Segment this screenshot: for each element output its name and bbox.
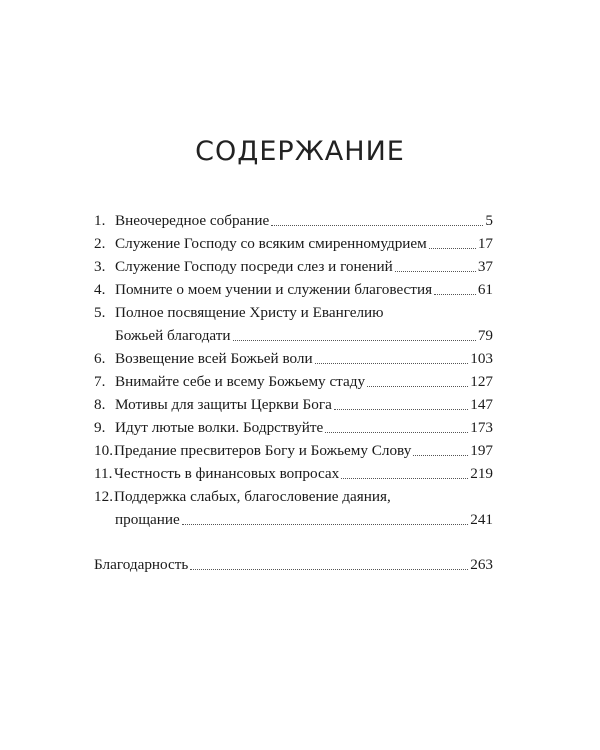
toc-entry-title: Возвещение всей Божьей воли [115, 350, 313, 367]
toc-entry-page: 197 [470, 442, 493, 459]
toc-entry-title: Благодарность [94, 556, 189, 573]
toc-entry-1 [94, 209, 493, 232]
toc-dot-leader [434, 294, 476, 295]
toc-entry-12 [94, 508, 493, 531]
toc-entry-number: 12. [94, 488, 113, 505]
toc-dot-leader [367, 386, 468, 387]
toc-dot-leader [315, 363, 469, 364]
toc-entry-page: 61 [477, 281, 493, 298]
toc-dot-leader [395, 271, 476, 272]
toc-dot-leader [429, 248, 476, 249]
toc-entry-page: 263 [470, 556, 493, 573]
toc-entry-number: 7. [94, 373, 106, 390]
toc-entry-title: Внеочередное собрание [115, 212, 270, 229]
toc-dot-leader [325, 432, 468, 433]
toc-entry-title-line1: Полное посвящение Христу и Евангелию [115, 304, 384, 321]
toc-entry-title-line1: Поддержка слабых, благословение даяния, [114, 488, 391, 505]
toc-entry-page: 37 [477, 258, 493, 275]
toc-entry-12-line1 [94, 485, 493, 508]
toc-entry-title: Честность в финансовых вопросах [114, 465, 340, 482]
toc-entry-page: 147 [470, 396, 493, 413]
toc-entry-page: 5 [485, 212, 493, 229]
toc-entry-number: 6. [94, 350, 106, 367]
toc-entry-4 [94, 278, 493, 301]
toc-entry-page: 127 [470, 373, 493, 390]
toc-entry-title: Идут лютые волки. Бодрствуйте [115, 419, 324, 436]
toc-entry-number: 2. [94, 235, 106, 252]
toc-entry-number: 3. [94, 258, 106, 275]
toc-entry-8 [94, 393, 493, 416]
table-of-contents [94, 209, 493, 576]
toc-entry-number: 10. [94, 442, 113, 459]
toc-entry-page: 173 [470, 419, 493, 436]
toc-dot-leader [334, 409, 468, 410]
toc-entry-10 [94, 439, 493, 462]
toc-entry-title: Божьей благодати [115, 327, 231, 344]
toc-entry-page: 241 [470, 511, 493, 528]
toc-entry-number: 8. [94, 396, 106, 413]
toc-entry-5-line1 [94, 301, 493, 324]
toc-entry-3 [94, 255, 493, 278]
toc-entry-number: 4. [94, 281, 106, 298]
toc-dot-leader [190, 569, 468, 570]
toc-dot-leader [233, 340, 476, 341]
toc-entry-page: 17 [477, 235, 493, 252]
toc-entry-2 [94, 232, 493, 255]
toc-dot-leader [271, 225, 483, 226]
toc-entry-title: Помните о моем учении и служении благовестия [115, 281, 433, 298]
toc-entry-title: Предание пресвитеров Богу и Божьему Слову [114, 442, 412, 459]
toc-entry-title: Служение Господу со всяким смиренномудрием [115, 235, 427, 252]
toc-entry-6 [94, 347, 493, 370]
toc-entry-7 [94, 370, 493, 393]
toc-entry-title: Мотивы для защиты Церкви Бога [115, 396, 332, 413]
toc-entry-number: 9. [94, 419, 106, 436]
toc-entry-page: 103 [470, 350, 493, 367]
toc-entry-acknowledgements [94, 553, 493, 576]
toc-entry-page: 219 [470, 465, 493, 482]
toc-entry-number: 1. [94, 212, 106, 229]
toc-entry-title: Внимайте себе и всему Божьему стаду [115, 373, 366, 390]
toc-dot-leader [182, 524, 468, 525]
toc-entry-title: Служение Господу посреди слез и гонений [115, 258, 393, 275]
toc-entry-number: 5. [94, 304, 106, 321]
toc-entry-title: прощание [115, 511, 180, 528]
toc-dot-leader [413, 455, 468, 456]
toc-entry-number: 11. [94, 465, 113, 482]
toc-dot-leader [341, 478, 468, 479]
page-title: СОДЕРЖАНИЕ [195, 136, 405, 167]
toc-entry-5 [94, 324, 493, 347]
toc-entry-11 [94, 462, 493, 485]
toc-entry-page: 79 [477, 327, 493, 344]
toc-entry-9 [94, 416, 493, 439]
